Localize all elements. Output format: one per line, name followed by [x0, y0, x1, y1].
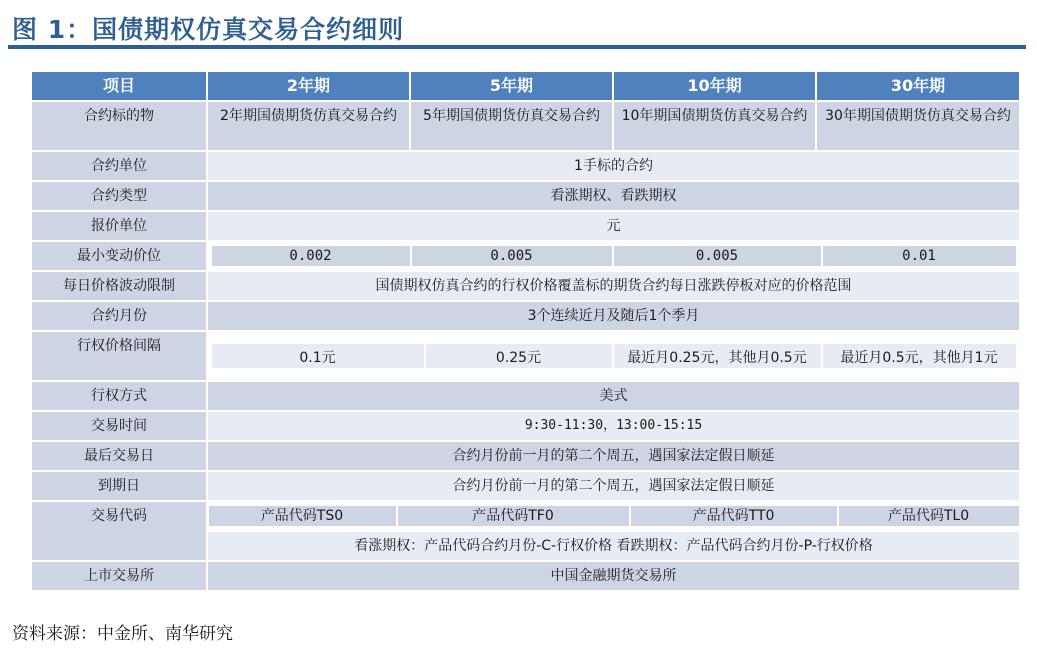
row-label-last-day: 最后交易日	[32, 442, 206, 470]
header-10y: 10年期	[614, 72, 815, 100]
row-label-exercise: 行权方式	[32, 382, 206, 410]
code-values	[208, 502, 1019, 530]
title-underline	[8, 45, 1026, 49]
last-day-value: 合约月份前一月的第二个周五，遇国家法定假日顺延	[208, 442, 1019, 470]
row-label-quote: 报价单位	[32, 212, 206, 240]
exchange-value: 中国金融期货交易所	[208, 562, 1019, 590]
row-label-unit: 合约单位	[32, 152, 206, 180]
strike-10y: 最近月0.25元，其他月0.5元	[614, 344, 821, 368]
page-title: 图 1：国债期权仿真交易合约细则	[12, 15, 405, 44]
month-value: 3个连续近月及随后1个季月	[208, 302, 1019, 330]
row-label-type: 合约类型	[32, 182, 206, 210]
tick-2y: 0.002	[212, 246, 410, 266]
tick-values	[208, 242, 1019, 270]
tick-10y: 0.005	[614, 246, 821, 266]
row-label-underlying: 合约标的物	[32, 102, 206, 150]
limit-value: 国债期权仿真合约的行权价格覆盖标的期货合约每日涨跌停板对应的价格范围	[208, 272, 1019, 300]
underlying-2y: 2年期国债期货仿真交易合约	[208, 102, 409, 150]
code-10y: 产品代码TT0	[631, 506, 837, 526]
header-2y: 2年期	[208, 72, 409, 100]
header-5y: 5年期	[411, 72, 612, 100]
row-label-exchange: 上市交易所	[32, 562, 206, 590]
type-value: 看涨期权、看跌期权	[208, 182, 1019, 210]
underlying-5y: 5年期国债期货仿真交易合约	[411, 102, 612, 150]
strike-values	[208, 332, 1019, 380]
code-option-rule: 看涨期权：产品代码合约月份-C-行权价格 看跌期权：产品代码合约月份-P-行权价格	[208, 532, 1019, 560]
row-label-strike: 行权价格间隔	[32, 332, 206, 380]
expiry-value: 合约月份前一月的第二个周五，遇国家法定假日顺延	[208, 472, 1019, 500]
code-30y: 产品代码TL0	[839, 506, 1019, 526]
hours-value: 9:30-11:30，13:00-15:15	[208, 412, 1019, 440]
contract-spec-table	[32, 72, 1019, 596]
strike-5y: 0.25元	[426, 344, 612, 368]
quote-value: 元	[208, 212, 1019, 240]
exercise-value: 美式	[208, 382, 1019, 410]
row-label-limit: 每日价格波动限制	[32, 272, 206, 300]
code-2y: 产品代码TS0	[209, 506, 396, 526]
tick-5y: 0.005	[412, 246, 612, 266]
tick-30y: 0.01	[823, 246, 1016, 266]
underlying-10y: 10年期国债期货仿真交易合约	[614, 102, 815, 150]
unit-value: 1手标的合约	[208, 152, 1019, 180]
source-note: 资料来源：中金所、南华研究	[12, 624, 233, 644]
underlying-30y: 30年期国债期货仿真交易合约	[817, 102, 1019, 150]
header-item: 项目	[32, 72, 206, 100]
row-label-hours: 交易时间	[32, 412, 206, 440]
strike-2y: 0.1元	[212, 344, 424, 368]
row-label-code: 交易代码	[32, 502, 206, 560]
row-label-month: 合约月份	[32, 302, 206, 330]
row-label-tick: 最小变动价位	[32, 242, 206, 270]
row-label-expiry: 到期日	[32, 472, 206, 500]
strike-30y: 最近月0.5元，其他月1元	[823, 344, 1016, 368]
header-30y: 30年期	[817, 72, 1019, 100]
code-5y: 产品代码TF0	[398, 506, 629, 526]
